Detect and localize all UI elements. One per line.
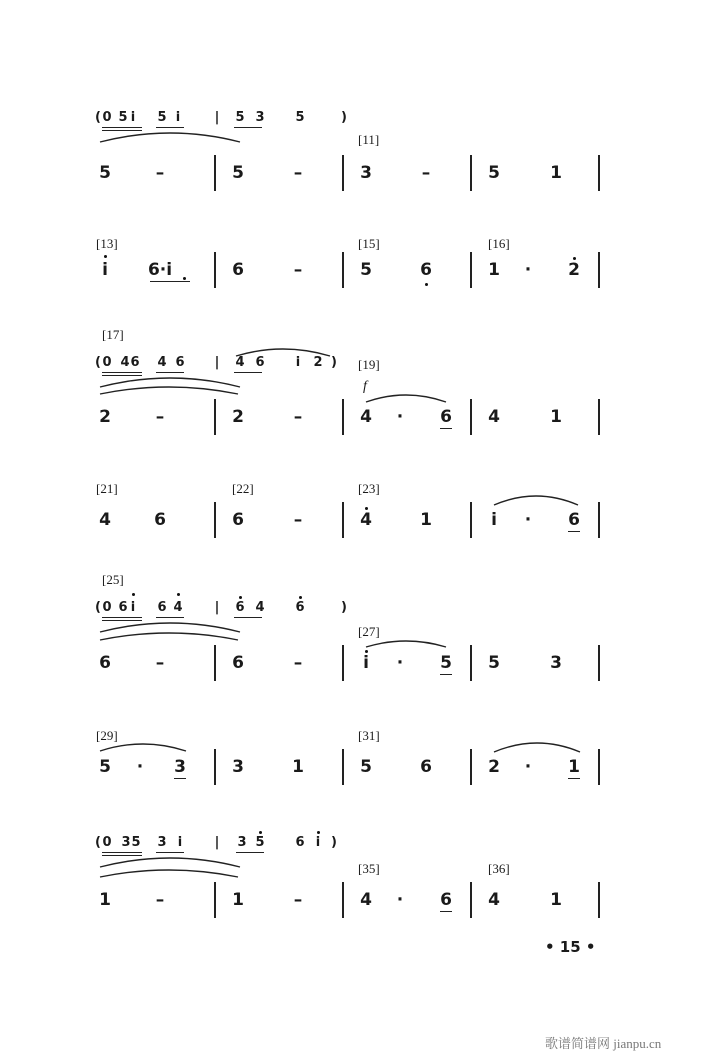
dash-note: – xyxy=(155,163,165,183)
measure-number: [31] xyxy=(358,728,380,743)
jianpu-note: 6 xyxy=(154,510,166,530)
measure-number: [16] xyxy=(488,236,510,251)
jianpu-note: 1 xyxy=(488,260,500,280)
intro-note: 3 xyxy=(255,110,265,125)
jianpu-note: i xyxy=(363,653,369,673)
note-underline xyxy=(440,428,452,429)
note-underline xyxy=(174,778,186,779)
intro-note: ) xyxy=(331,835,337,850)
measure-number: [17] xyxy=(102,327,124,342)
octave-dot xyxy=(132,593,135,596)
slur-mark xyxy=(494,743,580,752)
barline xyxy=(470,882,472,918)
intro-underline xyxy=(102,617,142,618)
intro-slur xyxy=(100,378,240,387)
intro-note: i xyxy=(177,835,183,850)
note-underline xyxy=(568,778,580,779)
intro-barline: | xyxy=(214,110,220,125)
barline xyxy=(342,155,344,191)
intro-slur xyxy=(100,623,240,632)
jianpu-note: i xyxy=(491,510,497,530)
dash-note: – xyxy=(293,407,303,427)
dot-note: · xyxy=(396,890,404,910)
intro-note: 4 xyxy=(173,600,183,615)
intro-underline xyxy=(236,852,264,853)
measure-number: [35] xyxy=(358,861,380,876)
dot-note: · xyxy=(396,407,404,427)
jianpu-note: 6 xyxy=(232,510,244,530)
intro-note: 6 xyxy=(130,355,140,370)
slur-mark xyxy=(366,641,446,647)
intro-note: 6 xyxy=(295,835,305,850)
jianpu-note: 5 xyxy=(232,163,244,183)
octave-dot xyxy=(317,831,320,834)
jianpu-note: 3 xyxy=(550,653,562,673)
jianpu-note: 4 xyxy=(488,407,500,427)
measure-number: [19] xyxy=(358,357,380,372)
intro-note: 6 xyxy=(118,600,128,615)
intro-note: 6 xyxy=(235,600,245,615)
barline xyxy=(342,252,344,288)
dash-note: – xyxy=(421,163,431,183)
jianpu-note: 5 xyxy=(360,260,372,280)
jianpu-note: 1 xyxy=(550,407,562,427)
octave-dot xyxy=(259,831,262,834)
barline xyxy=(470,502,472,538)
measure-number: [11] xyxy=(358,132,380,147)
intro-underline xyxy=(234,372,262,373)
intro-underline xyxy=(102,127,142,128)
intro-note: 0 xyxy=(102,355,112,370)
measure-number: [27] xyxy=(358,624,380,639)
barline xyxy=(214,645,216,681)
intro-barline: | xyxy=(214,355,220,370)
jianpu-note: 5 xyxy=(99,163,111,183)
intro-note: 0 xyxy=(102,110,112,125)
tie-slur xyxy=(100,387,238,394)
barline xyxy=(214,882,216,918)
jianpu-note: 2 xyxy=(488,757,500,777)
barline xyxy=(214,155,216,191)
measure-number: [23] xyxy=(358,481,380,496)
barline xyxy=(598,399,600,435)
jianpu-note: 1 xyxy=(99,890,111,910)
measure-number: [29] xyxy=(96,728,118,743)
jianpu-note: 3 xyxy=(174,757,186,777)
intro-note: ) xyxy=(341,110,347,125)
octave-dot xyxy=(573,257,576,260)
intro-underline xyxy=(102,375,142,376)
intro-note: 0 xyxy=(102,835,112,850)
jianpu-note: 3 xyxy=(360,163,372,183)
jianpu-note: 1 xyxy=(550,890,562,910)
intro-underline xyxy=(156,617,184,618)
dash-note: – xyxy=(155,407,165,427)
intro-underline xyxy=(156,127,184,128)
intro-note: 3 xyxy=(157,835,167,850)
intro-note: 5 xyxy=(255,835,265,850)
jianpu-note: 6 xyxy=(440,407,452,427)
jianpu-note: 5 xyxy=(99,757,111,777)
barline xyxy=(598,645,600,681)
jianpu-note: 4 xyxy=(360,407,372,427)
octave-dot xyxy=(365,507,368,510)
jianpu-note: i xyxy=(102,260,108,280)
intro-note: 4 xyxy=(120,355,130,370)
octave-dot xyxy=(365,650,368,653)
jianpu-note: 1 xyxy=(568,757,580,777)
intro-note: 3 xyxy=(121,835,131,850)
intro-note: i xyxy=(295,355,301,370)
intro-slur xyxy=(100,858,240,867)
intro-slur xyxy=(100,133,240,142)
barline xyxy=(470,252,472,288)
intro-note: ( xyxy=(95,600,101,615)
note-underline xyxy=(568,531,580,532)
dash-note: – xyxy=(293,653,303,673)
barline xyxy=(214,399,216,435)
note-underline xyxy=(440,911,452,912)
intro-underline xyxy=(102,852,142,853)
note-underline xyxy=(440,674,452,675)
jianpu-note: 5 xyxy=(488,653,500,673)
jianpu-note: 3 xyxy=(232,757,244,777)
intro-note: 6 xyxy=(175,355,185,370)
jianpu-note: 4 xyxy=(360,890,372,910)
intro-note: ( xyxy=(95,355,101,370)
jianpu-note: 4 xyxy=(360,510,372,530)
jianpu-note: 6 xyxy=(232,653,244,673)
dynamic-mark: f xyxy=(363,379,367,394)
jianpu-note: 1 xyxy=(292,757,304,777)
intro-note: 4 xyxy=(255,600,265,615)
intro-barline: | xyxy=(214,600,220,615)
measure-number: [25] xyxy=(102,572,124,587)
intro-underline xyxy=(234,127,262,128)
measure-number: [22] xyxy=(232,481,254,496)
intro-note: 5 xyxy=(131,835,141,850)
barline xyxy=(342,882,344,918)
jianpu-note: 5 xyxy=(440,653,452,673)
measure-number: [21] xyxy=(96,481,118,496)
intro-underline xyxy=(102,372,142,373)
measure-number: [36] xyxy=(488,861,510,876)
intro-note: 4 xyxy=(157,355,167,370)
measure-number: [15] xyxy=(358,236,380,251)
dot-note: · xyxy=(136,757,144,777)
octave-dot xyxy=(425,283,428,286)
intro-underline xyxy=(102,855,142,856)
jianpu-note: 6 xyxy=(99,653,111,673)
jianpu-note: 5 xyxy=(360,757,372,777)
intro-underline xyxy=(156,852,184,853)
barline xyxy=(598,155,600,191)
intro-underline xyxy=(234,617,262,618)
jianpu-note: 4 xyxy=(488,890,500,910)
dot-note: · xyxy=(524,260,532,280)
intro-note: i xyxy=(130,110,136,125)
jianpu-note: 4 xyxy=(99,510,111,530)
intro-note: i xyxy=(130,600,136,615)
dash-note: – xyxy=(293,510,303,530)
intro-note: 6 xyxy=(295,600,305,615)
dot-note: · xyxy=(524,510,532,530)
dash-note: – xyxy=(293,890,303,910)
intro-note: ) xyxy=(341,600,347,615)
slur-mark xyxy=(100,744,186,751)
intro-note: 6 xyxy=(255,355,265,370)
dot-note: · xyxy=(396,653,404,673)
intro-note: ( xyxy=(95,835,101,850)
barline xyxy=(342,749,344,785)
watermark: 歌谱简谱网 jianpu.cn xyxy=(545,1036,662,1051)
intro-note: ( xyxy=(95,110,101,125)
barline xyxy=(470,645,472,681)
octave-dot xyxy=(104,255,107,258)
slur-mark xyxy=(494,496,578,505)
jianpu-note: 2 xyxy=(232,407,244,427)
barline xyxy=(342,399,344,435)
barline xyxy=(470,399,472,435)
octave-dot xyxy=(177,593,180,596)
jianpu-note: 5 xyxy=(488,163,500,183)
intro-note: ) xyxy=(331,355,337,370)
dash-note: – xyxy=(293,260,303,280)
intro-note: 2 xyxy=(313,355,323,370)
jianpu-note: 1 xyxy=(550,163,562,183)
intro-note: 0 xyxy=(102,600,112,615)
intro-note: 3 xyxy=(237,835,247,850)
dot-note: · xyxy=(524,757,532,777)
octave-dot xyxy=(239,596,242,599)
barline xyxy=(598,252,600,288)
dash-note: – xyxy=(155,890,165,910)
dash-note: – xyxy=(293,163,303,183)
jianpu-note: 6 xyxy=(420,260,432,280)
intro-underline xyxy=(102,620,142,621)
intro-note: 5 xyxy=(118,110,128,125)
barline xyxy=(470,749,472,785)
octave-dot xyxy=(299,596,302,599)
jianpu-note: 6·i xyxy=(147,260,173,280)
jianpu-note: 1 xyxy=(420,510,432,530)
barline xyxy=(342,645,344,681)
jianpu-note: 6 xyxy=(232,260,244,280)
jianpu-note: 2 xyxy=(568,260,580,280)
intro-note: i xyxy=(315,835,321,850)
tie-slur xyxy=(100,633,238,640)
intro-note: 4 xyxy=(235,355,245,370)
barline xyxy=(214,252,216,288)
intro-underline xyxy=(102,130,142,131)
barline xyxy=(342,502,344,538)
jianpu-note: 6 xyxy=(568,510,580,530)
intro-barline: | xyxy=(214,835,220,850)
measure-number: [13] xyxy=(96,236,118,251)
note-underline xyxy=(150,281,180,282)
barline xyxy=(470,155,472,191)
intro-note: 5 xyxy=(157,110,167,125)
jianpu-note: 1 xyxy=(232,890,244,910)
intro-note: i xyxy=(175,110,181,125)
barline xyxy=(214,502,216,538)
intro-underline xyxy=(156,372,184,373)
page-number: • 15 • xyxy=(545,938,596,956)
octave-dot xyxy=(183,277,186,280)
tie-slur xyxy=(100,870,238,877)
slur-mark xyxy=(366,395,446,402)
intro-note: 6 xyxy=(157,600,167,615)
barline xyxy=(598,502,600,538)
intro-note: 5 xyxy=(235,110,245,125)
dash-note: – xyxy=(155,653,165,673)
jianpu-note: 6 xyxy=(440,890,452,910)
jianpu-note: 6 xyxy=(420,757,432,777)
barline xyxy=(214,749,216,785)
barline xyxy=(598,749,600,785)
intro-note: 5 xyxy=(295,110,305,125)
jianpu-note: 2 xyxy=(99,407,111,427)
barline xyxy=(598,882,600,918)
